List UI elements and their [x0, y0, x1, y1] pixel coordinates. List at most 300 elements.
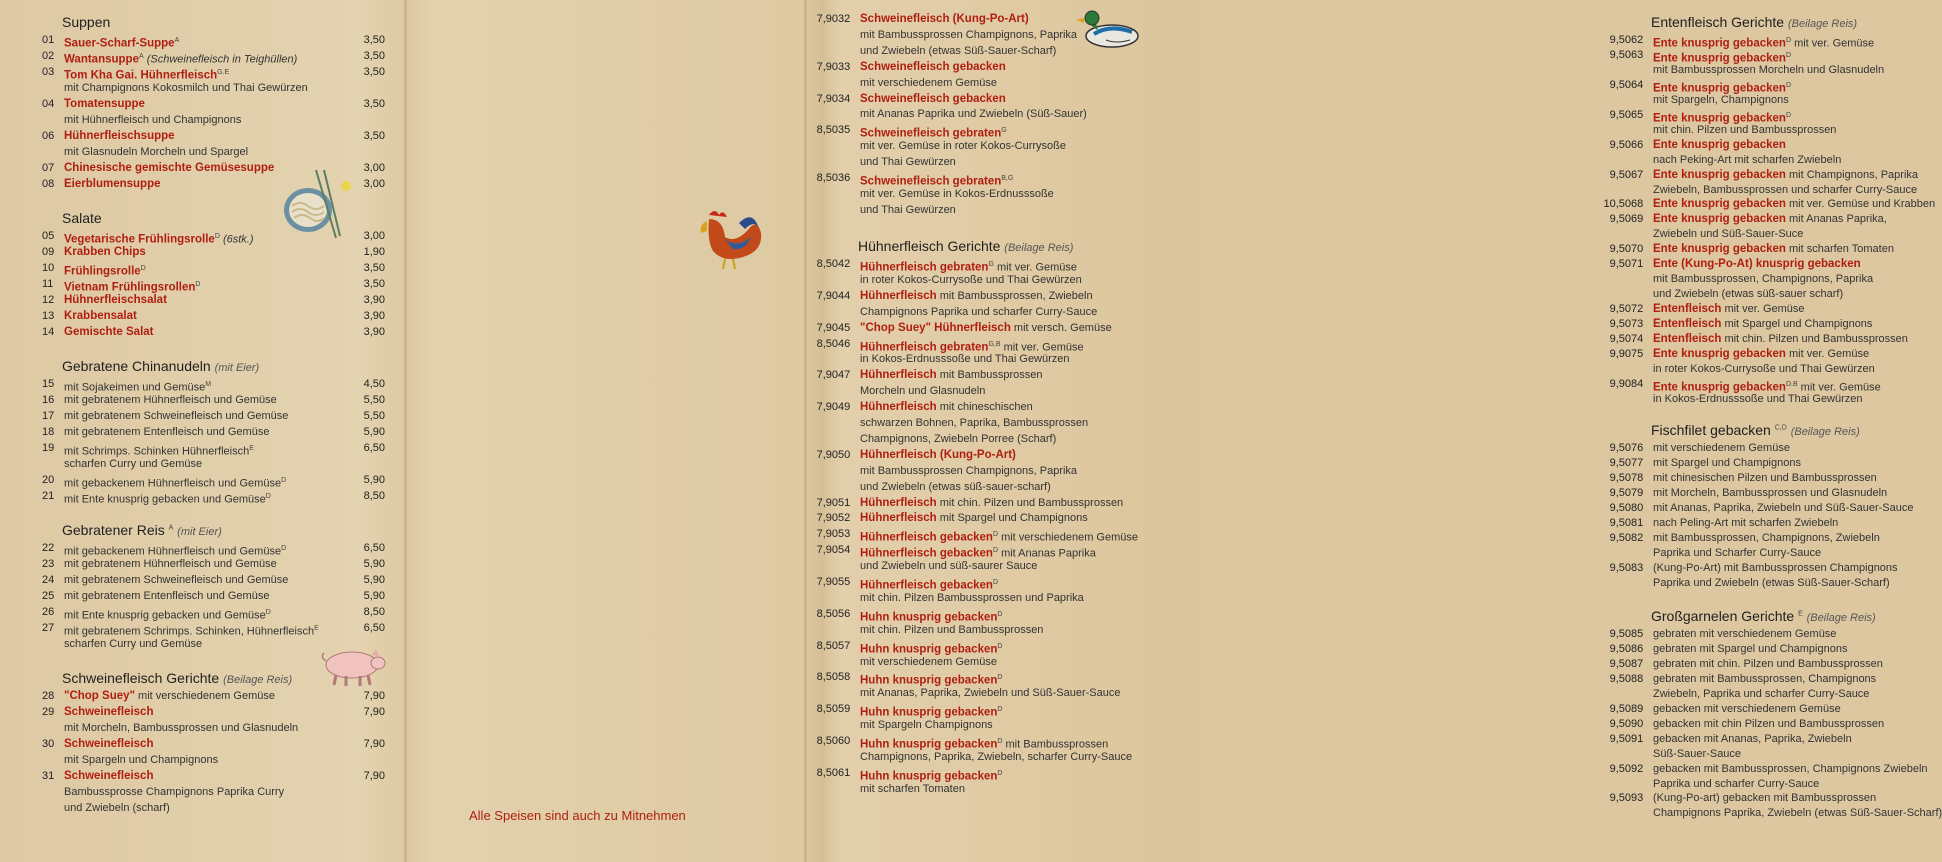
item-description: mit Spargel und Champignons: [1653, 456, 1801, 469]
item-description-line: mit scharfen Tomaten: [860, 782, 965, 795]
section-title-text: Entenfleisch Gerichte: [1651, 14, 1785, 30]
menu-column-3: [805, 0, 1942, 862]
item-number: 20: [42, 474, 55, 486]
menu-column-2: [405, 0, 1139, 862]
item-description: mit gebratenem Hühnerfleisch und Gemüse: [64, 558, 277, 570]
item-text: [1653, 302, 1805, 317]
item-number: 06: [42, 130, 55, 142]
allergen-code: C,D: [1774, 424, 1787, 432]
item-price: 3,90: [363, 294, 385, 306]
item-text: [1653, 516, 1838, 531]
item-text: [1653, 317, 1872, 332]
item-number: 88: [1631, 672, 1644, 685]
item-name: Ente knusprig gebacken: [1653, 138, 1786, 151]
item-price: 6,50: [363, 442, 385, 454]
item-name: Tomatensuppe: [64, 98, 145, 110]
allergen-code: D: [997, 769, 1003, 777]
item-name: Schweinefleisch (Kung-Po-Art): [860, 13, 1029, 25]
item-description: mit gebratenem Schrimps. Schinken, Hühnerfleisch: [64, 625, 315, 638]
allergen-code: D: [997, 610, 1003, 618]
item-text: [1653, 791, 1876, 806]
allergen-code: D: [281, 477, 287, 484]
item-number: 04: [42, 98, 55, 110]
menu-item-row: [42, 557, 385, 573]
item-description-line: in Kokos-Erdnusssoße und Thai Gewürzen: [1653, 392, 1863, 405]
allergen-code: E: [1798, 610, 1803, 618]
section-title-text: Hühnerfleisch Gerichte: [858, 238, 1001, 254]
item-price: 1,90: [363, 246, 385, 258]
item-price: 8,50: [816, 766, 838, 779]
item-price: 9,50: [1609, 471, 1631, 484]
item-price: 8,50: [816, 337, 838, 350]
section-title-text: Suppen: [62, 14, 111, 30]
item-price: 9,50: [1609, 792, 1631, 805]
allergen-code: D: [992, 579, 998, 586]
item-price: 3,50: [363, 50, 385, 62]
item-price: 9,50: [1609, 318, 1631, 331]
item-number: 78: [1631, 471, 1644, 484]
item-name: Huhn knusprig gebacken: [860, 770, 998, 783]
item-description: mit gebackenem Hühnerfleisch und Gemüse: [64, 545, 282, 558]
item-name: Ente knusprig gebacken: [1653, 213, 1786, 226]
item-description-line: mit Ananas, Paprika, Zwiebeln und Süß-Sauer-Sauce: [860, 687, 1121, 700]
item-name: Schweinefleisch: [64, 770, 154, 782]
item-price: 7,90: [816, 576, 838, 588]
item-number: 59: [838, 703, 851, 716]
section-title: [1651, 422, 1860, 438]
menu-item-row: [42, 589, 385, 605]
allergen-code: D: [265, 493, 271, 500]
item-name: Hühnerfleisch: [860, 369, 937, 382]
item-price: 9,50: [1609, 333, 1631, 345]
item-name: Entenfleisch: [1653, 303, 1722, 316]
item-name: Gemischte Salat: [64, 326, 154, 338]
menu-item-row: [42, 409, 385, 425]
item-description: mit Champignons, Paprika: [1789, 168, 1919, 181]
item-price: 3,50: [363, 278, 385, 290]
item-price: 7,90: [816, 528, 838, 541]
item-number: 23: [42, 558, 55, 570]
item-price: 3,50: [363, 98, 385, 110]
item-number: 30: [42, 738, 55, 750]
item-name: "Chop Suey" Hühnerfleisch: [860, 321, 1011, 334]
item-number: 93: [1631, 792, 1644, 805]
section-title: [62, 210, 102, 226]
item-number: 16: [42, 394, 55, 406]
allergen-code: D: [195, 281, 201, 288]
item-description-line: und Thai Gewürzen: [860, 203, 956, 216]
allergen-code: D: [997, 706, 1003, 714]
item-text: [1653, 561, 1898, 576]
item-number: 67: [1631, 168, 1644, 181]
item-text: [1653, 732, 1852, 747]
item-description: mit chin. Pilzen und Bambussprossen: [1724, 333, 1908, 345]
section-title-text: Schweinefleisch Gerichte: [62, 670, 220, 686]
item-price: 3,00: [363, 230, 385, 242]
item-price: 3,90: [363, 310, 385, 322]
item-number: 32: [838, 13, 851, 25]
item-text: [64, 177, 161, 192]
item-number: 31: [42, 770, 55, 782]
allergen-code: E: [249, 445, 254, 452]
item-description: mit scharfen Tomaten: [1789, 243, 1894, 256]
menu-item-row: [42, 689, 385, 705]
item-description: gebacken mit Bambussprossen, Champignons Zwiebeln: [1653, 762, 1928, 775]
section-title: [1651, 14, 1857, 30]
item-description: mit Spargel und Champignons: [939, 512, 1088, 525]
item-price: 7,90: [816, 496, 838, 509]
section-note: (mit Eier): [214, 362, 260, 374]
item-price: 9,50: [1609, 243, 1631, 256]
item-text: [64, 293, 167, 308]
item-price: 9,90: [1609, 377, 1631, 390]
item-price: 7,90: [816, 289, 838, 302]
item-price: 7,90: [816, 544, 838, 557]
item-description-line: Paprika und Zwiebeln (etwas Süß-Sauer-Scharf): [1653, 576, 1890, 589]
item-price: 5,90: [363, 474, 385, 486]
item-description-line: mit Hühnerfleisch und Champignons: [64, 114, 242, 126]
item-price: 3,50: [363, 262, 385, 274]
item-text: [64, 737, 153, 752]
item-price: 3,50: [363, 34, 385, 46]
item-price: 9,50: [1609, 442, 1631, 454]
item-text: [64, 325, 153, 340]
item-number: 57: [838, 639, 851, 652]
item-number: 85: [1631, 628, 1644, 640]
item-name: Schweinefleisch gebraten: [860, 175, 1002, 188]
item-number: 72: [1631, 303, 1644, 316]
item-number: 07: [42, 162, 55, 174]
item-description-line: scharfen Curry und Gemüse: [64, 458, 203, 470]
allergen-code: D: [997, 674, 1003, 682]
item-number: 11: [42, 278, 54, 290]
item-price: 7,90: [816, 92, 838, 105]
item-number: 15: [42, 378, 55, 390]
item-description: mit ver. Gemüse: [1800, 381, 1881, 394]
item-price: 6,50: [363, 622, 385, 634]
section-note: (Beilage Reis): [1787, 18, 1858, 30]
allergen-code: D: [992, 547, 998, 555]
item-description: mit verschiedenem Gemüse: [1001, 531, 1139, 544]
item-description-line: mit ver. Gemüse in roter Kokos-Currysoße: [860, 140, 1067, 153]
item-description: mit versch. Gemüse: [1013, 321, 1112, 334]
item-description: gebacken mit verschiedenem Gemüse: [1653, 702, 1841, 715]
item-number: 35: [838, 124, 851, 137]
item-description: gebacken mit Ananas, Paprika, Zwiebeln: [1653, 732, 1852, 745]
allergen-code: M: [205, 381, 212, 388]
item-description: mit Schrimps. Schinken Hühnerfleisch: [64, 445, 250, 458]
item-text: [1653, 702, 1841, 717]
item-price: 7,90: [816, 448, 838, 461]
item-price: 9,50: [1609, 34, 1631, 46]
item-description-line: mit Spargeln Champignons: [860, 719, 993, 732]
allergen-code: G: [988, 261, 994, 268]
item-text: [64, 557, 277, 572]
item-description-line: schwarzen Bohnen, Paprika, Bambussprossen: [860, 417, 1089, 429]
item-price: 5,90: [363, 574, 385, 586]
item-description-line: Zwiebeln und Süß-Sauer-Suce: [1653, 228, 1804, 241]
item-price: 8,50: [363, 606, 385, 618]
item-price: 9,50: [1609, 456, 1631, 469]
item-description: mit Ananas Paprika,: [1789, 213, 1887, 226]
allergen-code: D: [997, 738, 1003, 745]
item-text: [64, 689, 275, 704]
menu-item-row: [42, 65, 385, 81]
menu-item-row: [42, 325, 385, 341]
item-price: 9,50: [1609, 672, 1631, 685]
item-name: Ente knusprig gebacken: [1653, 82, 1786, 95]
item-name: Vietnam Frühlingsrollen: [64, 281, 196, 294]
item-description-line: und Zwiebeln (scharf): [64, 802, 170, 814]
item-price: 8,50: [816, 671, 838, 684]
item-number: 82: [1631, 531, 1644, 544]
item-description: gebraten mit chin. Pilzen und Bambussprossen: [1653, 657, 1883, 670]
section-title-text: Fischfilet gebacken: [1651, 422, 1771, 438]
item-price: 7,90: [363, 738, 385, 750]
item-price: 7,90: [363, 770, 385, 782]
item-description-line: Champignons, Zwiebeln Porree (Scharf): [860, 432, 1057, 445]
allergen-code: A: [138, 53, 144, 60]
menu-item-row: [42, 97, 385, 113]
item-number: 66: [1631, 138, 1644, 151]
item-price: 7,90: [816, 321, 838, 334]
item-name: Ente knusprig gebacken: [1653, 243, 1786, 256]
item-price: 7,90: [816, 512, 838, 525]
item-number: 27: [42, 622, 55, 634]
item-number: 25: [42, 590, 55, 602]
item-description: (Schweinefleisch in Teighüllen): [146, 53, 298, 66]
allergen-code: A: [168, 524, 174, 532]
item-price: 9,50: [1609, 486, 1631, 499]
item-description: mit chinesischen Pilzen und Bambussprossen: [1653, 471, 1877, 484]
item-description-line: mit Champignons Kokosmilch und Thai Gewürzen: [64, 82, 308, 94]
item-description: gebacken mit chin Pilzen und Bambussprossen: [1653, 717, 1885, 730]
section-title-text: Großgarnelen Gerichte: [1651, 608, 1795, 624]
item-name: Entenfleisch: [1653, 333, 1722, 345]
item-description-line: mit Ananas Paprika und Zwiebeln (Süß-Sauer): [860, 108, 1087, 121]
item-description: nach Peling-Art mit scharfen Zwiebeln: [1653, 516, 1839, 529]
item-name: Ente knusprig gebacken: [1653, 198, 1786, 211]
rooster-icon: [695, 207, 765, 269]
item-number: 69: [1631, 213, 1644, 226]
item-number: 53: [838, 528, 851, 541]
item-name: Ente (Kung-Po-At) knusprig gebacken: [1653, 258, 1861, 271]
item-description-line: Süß-Sauer-Sauce: [1653, 747, 1742, 760]
item-name: Chinesische gemischte Gemüsesuppe: [64, 162, 275, 174]
allergen-code: B,G: [1001, 175, 1014, 182]
item-number: 62: [1631, 34, 1644, 46]
item-description-line: in roter Kokos-Currysoße und Thai Gewürzen: [860, 273, 1082, 286]
item-number: 18: [42, 426, 55, 438]
item-description: mit Sojakeimen und Gemüse: [64, 381, 206, 394]
section-title: [62, 670, 292, 686]
item-number: 42: [838, 258, 851, 270]
item-description: mit ver. Gemüse: [996, 261, 1078, 274]
item-price: 9,50: [1609, 501, 1631, 514]
allergen-code: D: [1785, 111, 1791, 119]
item-description-line: mit Spargeln, Champignons: [1653, 93, 1789, 106]
item-text: [64, 161, 274, 176]
item-description-line: Paprika und scharfer Curry-Sauce: [1653, 777, 1820, 790]
item-number: 90: [1631, 717, 1644, 730]
item-number: 14: [42, 326, 55, 338]
item-number: 29: [42, 706, 55, 718]
menu-item-row: [42, 393, 385, 409]
item-price: 9,50: [1609, 48, 1631, 61]
item-price: 7,90: [816, 401, 838, 414]
item-number: 83: [1631, 561, 1644, 574]
menu-item-row: [42, 261, 385, 277]
menu-item-row: [42, 737, 385, 753]
item-text: [64, 393, 277, 408]
item-name: Hühnerfleisch gebacken: [860, 531, 993, 544]
allergen-code: G,B: [988, 340, 1001, 348]
item-description: mit ver. Gemüse: [1789, 347, 1870, 360]
item-name: Hühnerfleisch: [860, 496, 937, 509]
pig-icon: [318, 645, 388, 687]
item-name: Huhn knusprig gebacken: [860, 738, 998, 751]
item-text: [1653, 657, 1883, 672]
item-price: 7,90: [363, 690, 385, 702]
item-text: [64, 425, 269, 440]
item-number: 13: [42, 310, 55, 322]
item-description: mit ver. Gemüse: [1724, 303, 1805, 316]
item-number: 28: [42, 690, 55, 702]
menu-item-row: [42, 769, 385, 785]
menu-item-row: [42, 277, 385, 293]
item-text: [1653, 486, 1887, 501]
item-name: Sauer-Scharf-Suppe: [64, 37, 175, 50]
item-text: [64, 129, 175, 144]
menu-item-row: [42, 541, 385, 557]
item-description-line: und Zwiebeln (etwas süß-sauer-scharf): [860, 480, 1051, 493]
item-price: 9,50: [1609, 138, 1631, 151]
item-text: [1653, 456, 1801, 471]
menu-item-row: [42, 573, 385, 589]
item-name: Huhn knusprig gebacken: [860, 706, 998, 719]
item-number: 73: [1631, 318, 1644, 331]
item-text: [1653, 197, 1935, 212]
item-price: 8,50: [816, 639, 838, 652]
section-title: [62, 358, 259, 374]
item-name: Hühnerfleisch gebacken: [860, 579, 993, 592]
item-number: 08: [42, 178, 55, 190]
item-number: 58: [838, 671, 851, 684]
item-price: 9,50: [1609, 717, 1631, 730]
item-text: [64, 409, 288, 424]
item-price: 8,50: [816, 124, 838, 137]
item-number: 87: [1631, 657, 1644, 670]
item-number: 91: [1631, 732, 1644, 745]
item-number: 12: [42, 294, 55, 306]
item-price: 9,50: [1609, 213, 1631, 226]
item-number: 63: [1631, 48, 1644, 61]
item-number: 21: [42, 490, 55, 502]
item-description: gebraten mit verschiedenem Gemüse: [1653, 628, 1837, 640]
section-note: (Beilage Reis): [1790, 426, 1860, 438]
item-description-line: Paprika und Scharfer Curry-Sauce: [1653, 546, 1822, 559]
item-number: 51: [838, 496, 851, 509]
item-description: mit gebratenem Schweinefleisch und Gemüse: [64, 574, 289, 586]
item-text: [1653, 332, 1908, 347]
item-number: 81: [1631, 516, 1644, 529]
item-text: [1653, 138, 1786, 153]
item-name: Huhn knusprig gebacken: [860, 611, 998, 624]
item-description-line: Zwiebeln, Paprika und scharfer Curry-Sauce: [1653, 687, 1870, 700]
item-name: Hühnerfleisch gebraten: [860, 261, 989, 274]
item-text: [64, 705, 153, 720]
item-name: Schweinefleisch gebacken: [860, 60, 1006, 73]
item-description-line: mit Bambussprossen Morcheln und Glasnudeln: [1653, 63, 1885, 76]
item-price: 3,50: [363, 66, 385, 78]
item-number: 75: [1631, 347, 1644, 360]
item-name: Ente knusprig gebacken: [1653, 112, 1786, 125]
allergen-code: D: [1785, 37, 1791, 44]
item-number: 34: [838, 92, 851, 105]
section-note: (mit Eier): [177, 526, 222, 538]
item-price: 3,00: [363, 162, 385, 174]
item-number: 60: [838, 735, 851, 747]
item-description: (Kung-Po-Art) mit Bambussprossen Champignons: [1653, 561, 1898, 574]
item-number: 64: [1631, 78, 1644, 91]
item-number: 54: [838, 544, 851, 557]
section-title-text: Gebratene Chinanudeln: [62, 358, 211, 374]
item-name: Hühnerfleisch gebraten: [860, 341, 989, 354]
item-name: Tom Kha Gai. Hühnerfleisch: [64, 69, 218, 82]
item-price: 9,50: [1609, 303, 1631, 316]
item-description-line: mit chin. Pilzen Bambussprossen und Paprika: [860, 591, 1084, 604]
item-text: [64, 489, 271, 508]
item-number: 17: [42, 410, 55, 422]
item-name: Schweinefleisch gebacken: [860, 92, 1006, 105]
item-description-line: und Zwiebeln (etwas süß-sauer scharf): [1653, 288, 1844, 301]
item-price: 8,50: [816, 735, 838, 747]
item-price: 9,50: [1609, 762, 1631, 775]
item-number: 55: [838, 576, 851, 588]
item-price: 8,50: [816, 258, 838, 270]
item-name: Hühnerfleisch: [860, 512, 937, 525]
item-name: Hühnerfleisch gebacken: [860, 547, 993, 560]
item-text: [1653, 257, 1861, 272]
item-text: [1653, 242, 1894, 257]
item-price: 9,50: [1609, 732, 1631, 745]
item-text: [1653, 212, 1887, 227]
item-number: 92: [1631, 762, 1644, 775]
item-price: 3,00: [363, 178, 385, 190]
item-description: mit ver. Gemüse: [1794, 37, 1875, 50]
allergen-code: D: [265, 609, 271, 616]
item-name: Krabben Chips: [64, 246, 146, 258]
item-name: Huhn knusprig gebacken: [860, 643, 998, 656]
item-price: 9,50: [1609, 516, 1631, 529]
item-description-line: und Zwiebeln (etwas Süß-Sauer-Scharf): [860, 44, 1057, 57]
item-text: [1653, 531, 1880, 546]
item-description: mit Bambussprossen, Champignons, Zwiebeln: [1653, 531, 1880, 544]
item-description: mit gebratenem Schweinefleisch und Gemüse: [64, 410, 289, 422]
item-number: 86: [1631, 642, 1644, 655]
item-price: 9,50: [1609, 168, 1631, 181]
item-price: 9,50: [1609, 108, 1631, 121]
item-description: mit chineschischen: [939, 401, 1033, 414]
item-description-line: und Thai Gewürzen: [860, 156, 956, 169]
item-description: mit Bambussprossen: [939, 369, 1043, 382]
item-description: mit gebackenem Hühnerfleisch und Gemüse: [64, 477, 282, 490]
item-text: [1653, 471, 1877, 486]
item-name: Ente knusprig gebacken: [1653, 168, 1786, 181]
item-number: 74: [1631, 333, 1644, 345]
item-number: 79: [1631, 486, 1644, 499]
menu-item-row: [42, 33, 385, 49]
